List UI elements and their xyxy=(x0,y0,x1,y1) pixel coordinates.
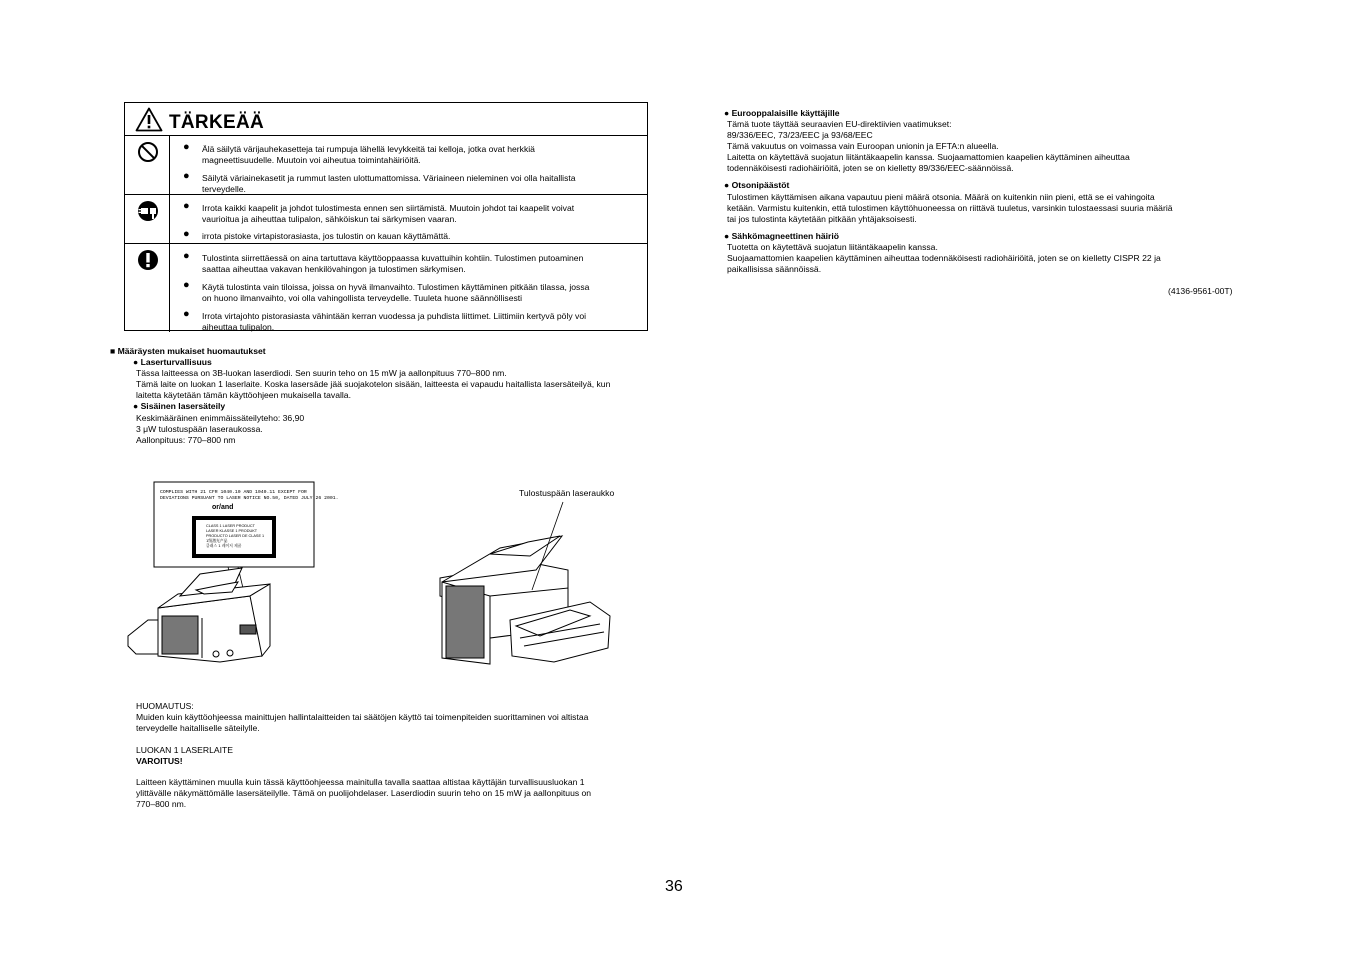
bullet: ● xyxy=(183,279,190,291)
laser-safety-line: laitetta käytetään tämän käyttöohjeen mukaisella tavalla. xyxy=(136,390,351,400)
important-table xyxy=(124,102,648,331)
note-line: terveydelle haitalliselle säteilylle. xyxy=(136,723,260,733)
document-code: (4136-9561-00T) xyxy=(1168,286,1233,296)
item-line: Säilytä väriainekasetit ja rummut lasten ulottumattomissa. Väriaineen nieleminen voi olla haitallista xyxy=(202,173,576,183)
list-item xyxy=(185,251,625,275)
laser-safety-line: Tässa laitteessa on 3B-luokan laserdiodi. Sen suurin teho on 15 mW ja aallonpituus 770–800 nm. xyxy=(136,368,507,378)
mandatory-icon xyxy=(137,249,159,271)
important-row-mandatory xyxy=(125,244,647,332)
class-heading: LUOKAN 1 LASERLAITE xyxy=(136,745,233,755)
bullet: ● xyxy=(183,308,190,320)
ozone-heading: ● Otsonipäästöt xyxy=(724,180,790,190)
emi-heading: ● Sähkömagneettinen häiriö xyxy=(724,231,840,241)
item-line: terveydelle. xyxy=(202,183,246,194)
class-label-line: PRODUCTO LASER DE CLASE 1 xyxy=(206,534,265,538)
printer-front-illustration xyxy=(440,536,610,664)
bullet: ● xyxy=(183,250,190,262)
unplug-icon xyxy=(137,200,159,222)
eu-line: 89/336/EEC, 73/23/EEC ja 93/68/EEC xyxy=(727,130,873,140)
important-header xyxy=(125,103,647,136)
or-and-text: or/and xyxy=(212,504,234,511)
list-item xyxy=(185,142,625,166)
emi-line: paikallisissa säännöissä. xyxy=(727,264,822,274)
class-label-line: LASER KLASSE 1 PRODUKT xyxy=(206,529,258,533)
mandatory-icon-cell xyxy=(125,244,170,332)
item-line: on huono ilmanvaihto, voi olla vahingollista terveydelle. Tuuleta huone säännöllisesti xyxy=(202,292,523,303)
compliance-label-line: DEVIATIONS PURSUANT TO LASER NOTICE NO.50, DATED JULY 26 2001. xyxy=(160,496,339,501)
item-line: magneettisuudelle. Muutoin voi aiheutua toimintahäiriöitä. xyxy=(202,154,421,165)
page-number: 36 xyxy=(665,878,683,895)
note-heading: HUOMAUTUS: xyxy=(136,701,194,711)
eu-line: Laitetta on käytettävä suojatun liitäntäkaapelin kanssa. Suojaamattomien kaapelien käyttäminen aiheuttaa xyxy=(727,152,1130,162)
laser-safety-line: Tämä laite on luokan 1 laserlaite. Koska lasersäde jää suojakotelon sisään, laitteesta ei vapaudu haitallista lasersäteilyä, kun xyxy=(136,379,611,389)
emi-line: Suojaamattomien kaapelien käyttäminen aiheuttaa todennäköisesti radiohäiriöitä, joten se on kielletty CISPR 22 ja xyxy=(727,253,1161,263)
note-line: Muiden kuin käyttöohjeessa mainittujen hallintalaitteiden tai säätöjen käyttö tai toimenpiteiden suorittaminen voi altistaa xyxy=(136,712,589,722)
bullet: ● xyxy=(183,228,190,240)
caution-line: ylittävälle näkymättömälle lasersäteilylle. Tämä on puolijohdelaser. Laserdiodin suurin teho on 15 mW ja aallonpituus on xyxy=(136,788,592,798)
prohibition-icon xyxy=(137,141,159,163)
list-item xyxy=(185,280,625,304)
laser-safety-heading: ● Laserturvallisuus xyxy=(133,357,212,367)
important-title: TÄRKEÄÄ xyxy=(169,112,264,133)
eu-line: Tämä tuote täyttää seuraavien EU-direktiivien vaatimukset: xyxy=(727,119,952,129)
class-label-line: 1级激光产品 xyxy=(206,538,228,543)
ozone-line: tai jos tulostinta käytetään pitkään yhtäjaksoisesti. xyxy=(727,214,917,224)
item-line: Irrota kaikki kaapelit ja johdot tulostimesta ennen sen siirtämistä. Muutoin johdot tai kaapelit voivat xyxy=(202,203,575,213)
caution-line: 770–800 nm. xyxy=(136,799,187,809)
caution-heading: VAROITUS! xyxy=(136,756,183,766)
compliance-label-line: COMPLIES WITH 21 CFR 1040.10 AND 1040.11 EXCEPT FOR xyxy=(160,490,307,495)
list-item xyxy=(185,171,625,195)
bullet: ● xyxy=(183,141,190,153)
internal-radiation-line: 3 μW tulostuspään laseraukossa. xyxy=(136,424,263,434)
prohibition-icon-cell xyxy=(125,136,170,194)
class-label-line: CLASS 1 LASER PRODUCT xyxy=(206,524,255,528)
item-line: saattaa aiheuttaa vakavan henkilövahingon ja tulostimen särkymisen. xyxy=(202,263,466,274)
regulations-heading: ■ Määräysten mukaiset huomautukset xyxy=(110,346,266,356)
item-line: vaurioitua ja aiheuttaa tulipalon, sähköiskun tai särkymisen vaaran. xyxy=(202,213,457,224)
warning-triangle-icon xyxy=(135,107,163,135)
internal-radiation-line: Keskimääräinen enimmäissäteilyteho: 36,90 xyxy=(136,413,305,423)
printer-rear-illustration xyxy=(128,568,270,662)
item-line: Älä säilytä värijauhekasetteja tai rumpuja lähellä levykkeitä tai kelloja, jotka ovat herkkiä xyxy=(202,144,535,154)
internal-radiation-heading: ● Sisäinen lasersäteily xyxy=(133,401,226,411)
class-label-line: 클래스 1 레이저 제품 xyxy=(206,543,242,548)
emi-line: Tuotetta on käytettävä suojatun liitäntäkaapelin kanssa. xyxy=(727,242,938,252)
ozone-line: Tulostimen käyttämisen aikana vapautuu pieni määrä otsonia. Määrä on kuitenkin niin pieni, että se ei vahingoita xyxy=(727,192,1155,202)
list-item xyxy=(185,309,625,333)
item-line: Käytä tulostinta vain tiloissa, joissa on hyvä ilmanvaihto. Tulostimen käyttäminen pitkään tilassa, jossa xyxy=(202,282,590,292)
important-row-prohibition xyxy=(125,136,647,195)
eu-line: Tämä vakuutus on voimassa vain Euroopan unionin ja EFTA:n alueella. xyxy=(727,141,999,151)
item-line: aiheuttaa tulipalon. xyxy=(202,321,275,332)
item-line: Tulostinta siirrettäessä on aina tartuttava käyttöoppaassa kuvattuihin kohtiin. Tulostimen putoaminen xyxy=(202,253,584,263)
laser-label-figure xyxy=(120,478,640,678)
caution-line: Laitteen käyttäminen muulla kuin tässä käyttöohjeessa mainitulla tavalla saattaa altistaa käyttäjän turvallisuusluokan 1 xyxy=(136,777,585,787)
list-item xyxy=(185,201,625,225)
bullet: ● xyxy=(183,200,190,212)
important-row-unplug xyxy=(125,195,647,244)
unplug-icon-cell xyxy=(125,195,170,243)
item-line: irrota pistoke virtapistorasiasta, jos tulostin on kauan käyttämättä. xyxy=(202,231,451,241)
ozone-line: ketään. Varmistu kuitenkin, että tulostimen käyttöhuoneessa on riittävä tuuletus, varsinkin tulostaessasi suuria määriä xyxy=(727,203,1173,213)
list-item xyxy=(185,229,625,241)
eu-heading: ● Eurooppalaisille käyttäjille xyxy=(724,108,840,118)
item-line: Irrota virtajohto pistorasiasta vähintään kerran vuodessa ja puhdista liittimet. Liittimiin kertyvä pöly voi xyxy=(202,311,587,321)
eu-line: todennäköisesti radiohäiriöitä, joten se on kielletty 89/336/EEC-säännöissä. xyxy=(727,163,1014,173)
aperture-caption: Tulostuspään laseraukko xyxy=(519,488,615,498)
bullet: ● xyxy=(183,170,190,182)
internal-radiation-line: Aallonpituus: 770–800 nm xyxy=(136,435,236,445)
